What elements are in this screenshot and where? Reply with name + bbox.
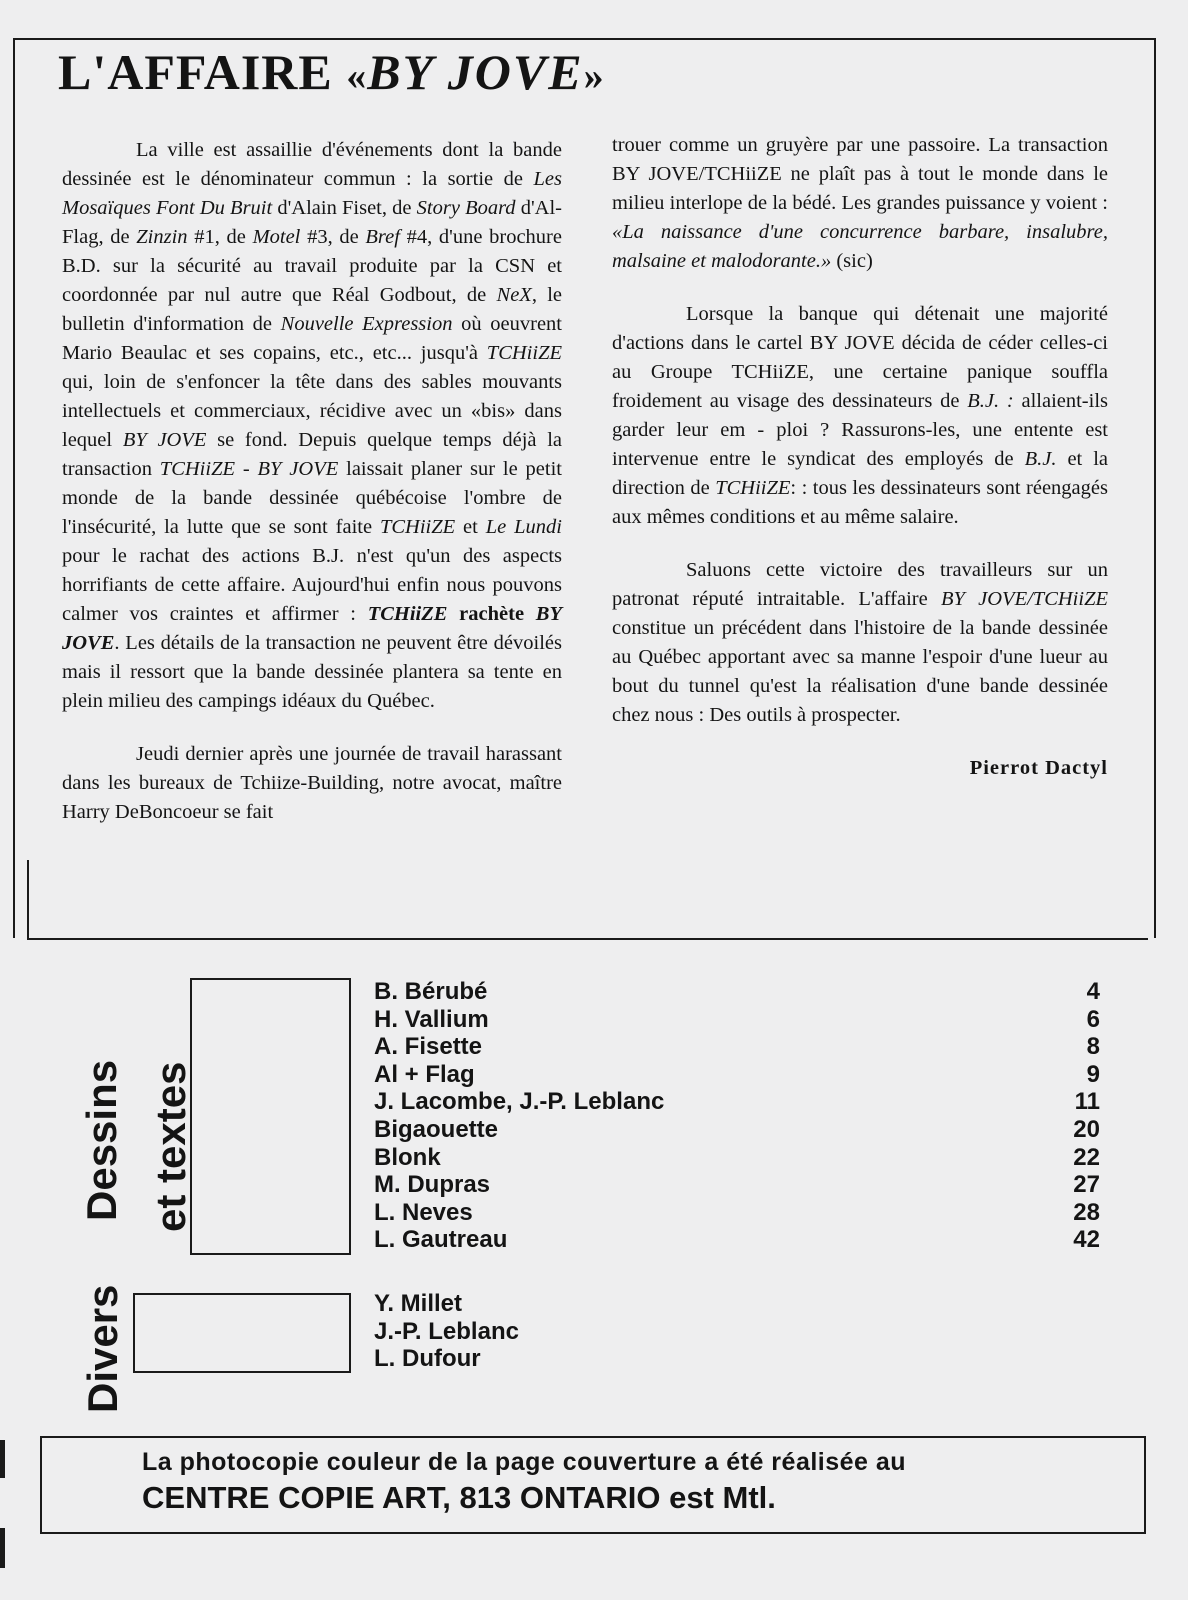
contents-entry bbox=[374, 1345, 1100, 1373]
contents-entry bbox=[374, 1318, 1100, 1346]
body-text: et bbox=[455, 516, 486, 538]
emphasis-text: Zinzin bbox=[136, 226, 188, 248]
section-label-divers: Divers bbox=[79, 1284, 126, 1413]
body-text: se fond. Depuis quelque temps déjà la transaction bbox=[62, 429, 563, 480]
emphasis-text: TCHiiZE - BY JOVE bbox=[159, 458, 339, 480]
page-number: 20 bbox=[1073, 1115, 1100, 1143]
article-frame-bottom-rule bbox=[28, 938, 1148, 940]
emphasis-text: TCHiiZE bbox=[379, 516, 456, 538]
page-number: 9 bbox=[1086, 1060, 1100, 1088]
paragraph bbox=[612, 131, 1108, 276]
body-text: #4, d'une brochure B.D. sur la sécurité au travail produite par la CSN et coordonnée par nul autre que Réal Godbout, de bbox=[62, 226, 562, 306]
page-number: 6 bbox=[1086, 1005, 1100, 1033]
emphasis-text: BY JOVE/TCHiiZE bbox=[940, 588, 1108, 610]
contents-list-divers bbox=[374, 1290, 1100, 1373]
emphasis-text: TCHiiZE bbox=[367, 603, 448, 625]
title-prefix: L'AFFAIRE bbox=[58, 44, 347, 100]
page-edge-mark bbox=[0, 1528, 5, 1568]
page-number: 11 bbox=[1074, 1088, 1100, 1116]
emphasis-text: BY JOVE bbox=[62, 603, 562, 654]
paragraph bbox=[62, 136, 562, 716]
contributor-name: Al + Flag bbox=[374, 1060, 475, 1088]
article-frame-left-rule bbox=[27, 860, 29, 940]
emphasis-text: Story Board bbox=[416, 197, 516, 219]
contents-entry bbox=[374, 1144, 1100, 1172]
title-name: BY JOVE bbox=[367, 44, 584, 100]
body-text: où oeuvrent Mario Beaulac et ses copains, etc., etc... jusqu'à bbox=[62, 313, 562, 364]
emphasis-text: BY JOVE bbox=[122, 429, 207, 451]
body-text: Jeudi dernier après une journée de travail harassant dans les bureaux de Tchiize-Building, notre avocat, maître Harry DeBoncoeur se fait bbox=[62, 743, 562, 823]
page-number: 22 bbox=[1073, 1143, 1100, 1171]
page-number: 28 bbox=[1073, 1198, 1100, 1226]
contents-entry bbox=[374, 1088, 1100, 1116]
paragraph bbox=[612, 556, 1108, 730]
body-text: #1, de bbox=[187, 226, 253, 248]
emphasis-text: Nouvelle Expression bbox=[280, 313, 453, 335]
credit-line-2: CENTRE COPIE ART, 813 ONTARIO est Mtl. bbox=[142, 1480, 776, 1515]
emphasis-text: «La naissance d'une concurrence barbare, insalubre, malsaine et malodorante.» bbox=[612, 221, 1108, 272]
contents-entry bbox=[374, 1006, 1100, 1034]
body-text: (sic) bbox=[831, 250, 873, 272]
contributor-name: L. Neves bbox=[374, 1198, 473, 1226]
contributor-name: A. Fisette bbox=[374, 1033, 483, 1061]
body-text: constitue un précédent dans l'histoire de la bande dessinée au Québec apportant avec sa manne l'espoir d'une lueur au bout du tunnel qu'est la réalisation d'une bande dessinée chez nous : Des outils à prospecter. bbox=[612, 617, 1108, 726]
credit-line-1: La photocopie couleur de la page couverture a été réalisée au bbox=[142, 1448, 907, 1476]
page-number: 4 bbox=[1086, 978, 1100, 1005]
section2-image-placeholder bbox=[133, 1293, 351, 1373]
emphasis-text: B.J. bbox=[1024, 448, 1057, 470]
contents-entry bbox=[374, 1033, 1100, 1061]
body-text: pour le rachat des actions B.J. n'est qu'un des aspects horrifiants de cette affaire. Aujourd'hui enfin nous pouvons calmer vos craintes et affirmer : bbox=[62, 545, 562, 625]
body-text: . Les détails de la transaction ne peuvent être dévoilés mais il ressort que la bande dessinée plantera sa tente en plein milieu des campings idéaux du Québec. bbox=[62, 632, 562, 712]
body-text: et la direction de bbox=[612, 448, 1109, 499]
body-text: , le bulletin d'information de bbox=[62, 284, 563, 335]
contributor-name: L. Gautreau bbox=[374, 1226, 508, 1254]
title-close-quote: » bbox=[583, 53, 605, 98]
contents-entry bbox=[374, 1290, 1100, 1318]
emphasis-text: TCHiiZE bbox=[715, 477, 791, 499]
author-signature: Pierrot Dactyl bbox=[969, 757, 1108, 779]
section1-image-placeholder bbox=[190, 978, 351, 1255]
emphasis-text: B.J. : bbox=[967, 390, 1014, 412]
page-number: 42 bbox=[1073, 1226, 1100, 1254]
paragraph bbox=[62, 740, 562, 827]
emphasis-text: TCHiiZE bbox=[486, 342, 562, 364]
body-text: : : tous les dessinateurs sont réengagés aux mêmes conditions et au même salaire. bbox=[612, 477, 1108, 528]
title-open-quote: « bbox=[346, 53, 368, 98]
body-text: #3, de bbox=[300, 226, 366, 248]
contributor-name: B. Bérubé bbox=[374, 978, 488, 1005]
body-text: Lorsque la banque qui détenait une majorité d'actions dans le cartel BY JOVE décida de céder celles-ci au Groupe TCHiiZE, une certaine panique souffla froidement au visage des dessinateurs de bbox=[612, 303, 1108, 412]
body-text: d'Alain Fiset, de bbox=[272, 197, 417, 219]
emphasis-text: rachète bbox=[447, 603, 536, 625]
body-text: d'Al-Flag, de bbox=[62, 197, 562, 248]
article-left-column bbox=[62, 136, 562, 827]
contents-entry bbox=[374, 1226, 1100, 1254]
section-label-dessins: Dessins bbox=[78, 1059, 125, 1221]
paragraph bbox=[612, 300, 1108, 532]
body-text: qui, loin de s'enfoncer la tête dans des sables mouvants intellectuels et commerciaux, récidive avec un «bis» dans lequel bbox=[62, 371, 562, 451]
contents-entry bbox=[374, 1199, 1100, 1227]
body-text: Saluons cette victoire des travailleurs sur un patronat réputé intraitable. L'affaire bbox=[612, 559, 1108, 610]
section-label-et-textes: et textes bbox=[147, 1061, 194, 1232]
body-text: laissait planer sur le petit monde de la bande dessinée québécoise l'ombre de l'insécurité, la lutte que se sont faite bbox=[62, 458, 562, 538]
contributor-name: Bigaouette bbox=[374, 1115, 499, 1143]
page-number: 8 bbox=[1086, 1033, 1100, 1061]
contributor-name: H. Vallium bbox=[374, 1005, 489, 1033]
body-text: allaient-ils garder leur em - ploi ? Rassurons-les, une entente est intervenue entre le syndicat des employés de bbox=[612, 390, 1109, 470]
article-right-column bbox=[612, 131, 1108, 783]
contents-entry bbox=[374, 1171, 1100, 1199]
contents-entry bbox=[374, 1116, 1100, 1144]
contributor-name: J.-P. Leblanc bbox=[374, 1317, 519, 1345]
contributor-name: Blonk bbox=[374, 1143, 441, 1171]
contributor-name: M. Dupras bbox=[374, 1171, 491, 1199]
emphasis-text: NeX bbox=[496, 284, 532, 306]
contents-entry bbox=[374, 1061, 1100, 1089]
body-text: La ville est assaillie d'événements dont la bande dessinée est le dénominateur commun : la sortie de bbox=[62, 139, 562, 190]
contents-entry bbox=[374, 978, 1100, 1006]
contributor-name: J. Lacombe, J.-P. Leblanc bbox=[374, 1088, 665, 1116]
contents-list-dessins bbox=[374, 978, 1100, 1254]
article-title bbox=[58, 42, 605, 106]
emphasis-text: Les Mosaïques Font Du Bruit bbox=[62, 168, 562, 219]
page-number: 27 bbox=[1073, 1171, 1100, 1199]
emphasis-text: Bref bbox=[365, 226, 400, 248]
contributor-name: L. Dufour bbox=[374, 1345, 481, 1373]
page-edge-mark bbox=[0, 1440, 5, 1478]
body-text: trouer comme un gruyère par une passoire. La transaction BY JOVE/TCHiiZE ne plaît pas à tout le monde dans le milieu interlope de la bédé. Les grandes puissance y voient : bbox=[612, 134, 1108, 214]
contributor-name: Y. Millet bbox=[374, 1290, 463, 1317]
emphasis-text: Le Lundi bbox=[485, 516, 562, 538]
emphasis-text: Motel bbox=[252, 226, 301, 248]
